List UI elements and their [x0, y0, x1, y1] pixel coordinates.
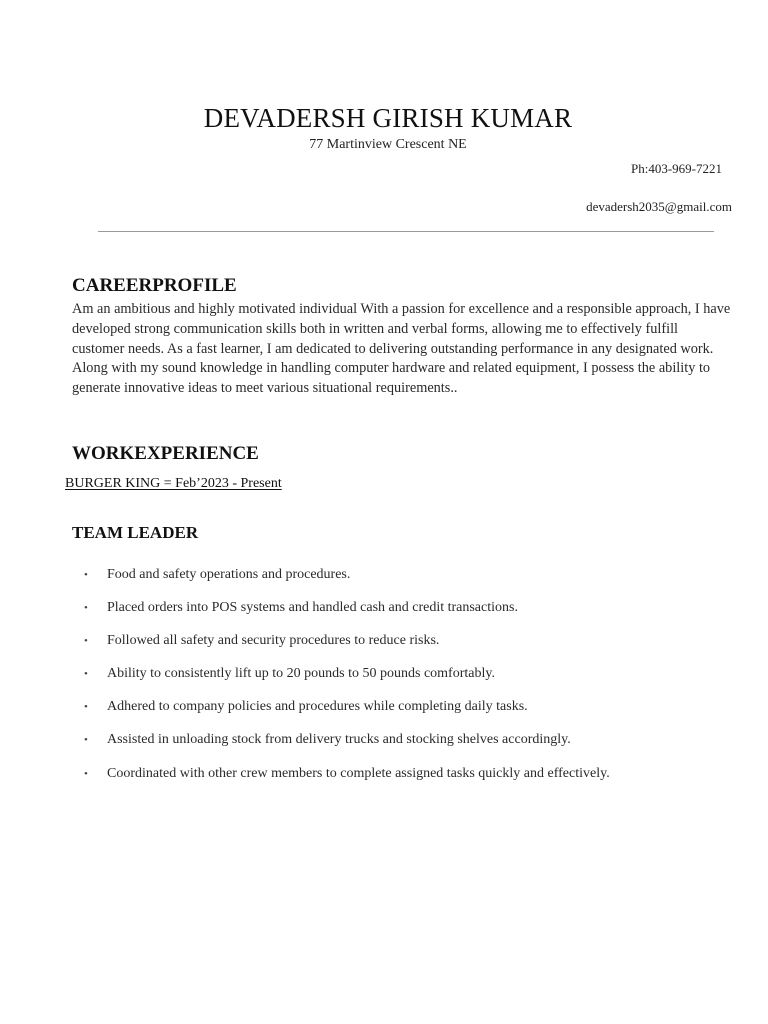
bullet-icon: •: [84, 635, 88, 648]
work-experience-heading: WORKEXPERIENCE: [72, 443, 259, 464]
list-item: [84, 631, 724, 664]
candidate-name: DEVADERSH GIRISH KUMAR: [203, 103, 573, 133]
duty-text: Adhered to company policies and procedures while completing daily tasks.: [107, 699, 528, 715]
candidate-phone: Ph:403-969-7221: [631, 161, 722, 176]
header-divider: [98, 231, 714, 232]
duty-text: Coordinated with other crew members to complete assigned tasks quickly and effectively.: [107, 765, 610, 781]
list-item: [84, 697, 724, 730]
career-profile-heading: CAREERPROFILE: [72, 275, 237, 296]
list-item: [84, 598, 724, 631]
list-item: [84, 730, 724, 763]
bullet-icon: •: [84, 668, 88, 681]
bullet-icon: •: [84, 767, 88, 780]
bullet-icon: •: [84, 734, 88, 747]
candidate-email: devadersh2035@gmail.com: [586, 199, 732, 214]
career-profile-text: Am an ambitious and highly motivated individual With a passion for excellence and a responsible approach, I have developed strong communication skills both in written and verbal forms, allowing me to effectively fulfill customer needs. As a fast learner, I am dedicated to delivering outstanding performance in any designated work. Along with my sound knowledge in handling computer hardware and related equipment, I possess the ability to generate innovative ideas to meet various situational requirements..: [72, 301, 731, 397]
list-item: [84, 664, 724, 697]
job-employer-dates: BURGER KING = Feb’2023 - Present: [65, 476, 282, 491]
duty-text: Placed orders into POS systems and handled cash and credit transactions.: [107, 600, 518, 616]
duty-text: Food and safety operations and procedures.: [107, 567, 351, 582]
duty-text: Followed all safety and security procedures to reduce risks.: [107, 633, 440, 649]
duty-text: Ability to consistently lift up to 20 pounds to 50 pounds comfortably.: [107, 666, 495, 682]
bullet-icon: •: [84, 569, 88, 581]
bullet-icon: •: [84, 701, 88, 714]
candidate-address: 77 Martinview Crescent NE: [309, 137, 467, 152]
bullet-icon: •: [84, 602, 88, 615]
duty-text: Assisted in unloading stock from delivery trucks and stocking shelves accordingly.: [107, 732, 571, 748]
job-duties-list: [84, 565, 724, 797]
job-title: TEAM LEADER: [72, 523, 199, 542]
list-item: [84, 764, 724, 797]
list-item: [84, 565, 724, 598]
